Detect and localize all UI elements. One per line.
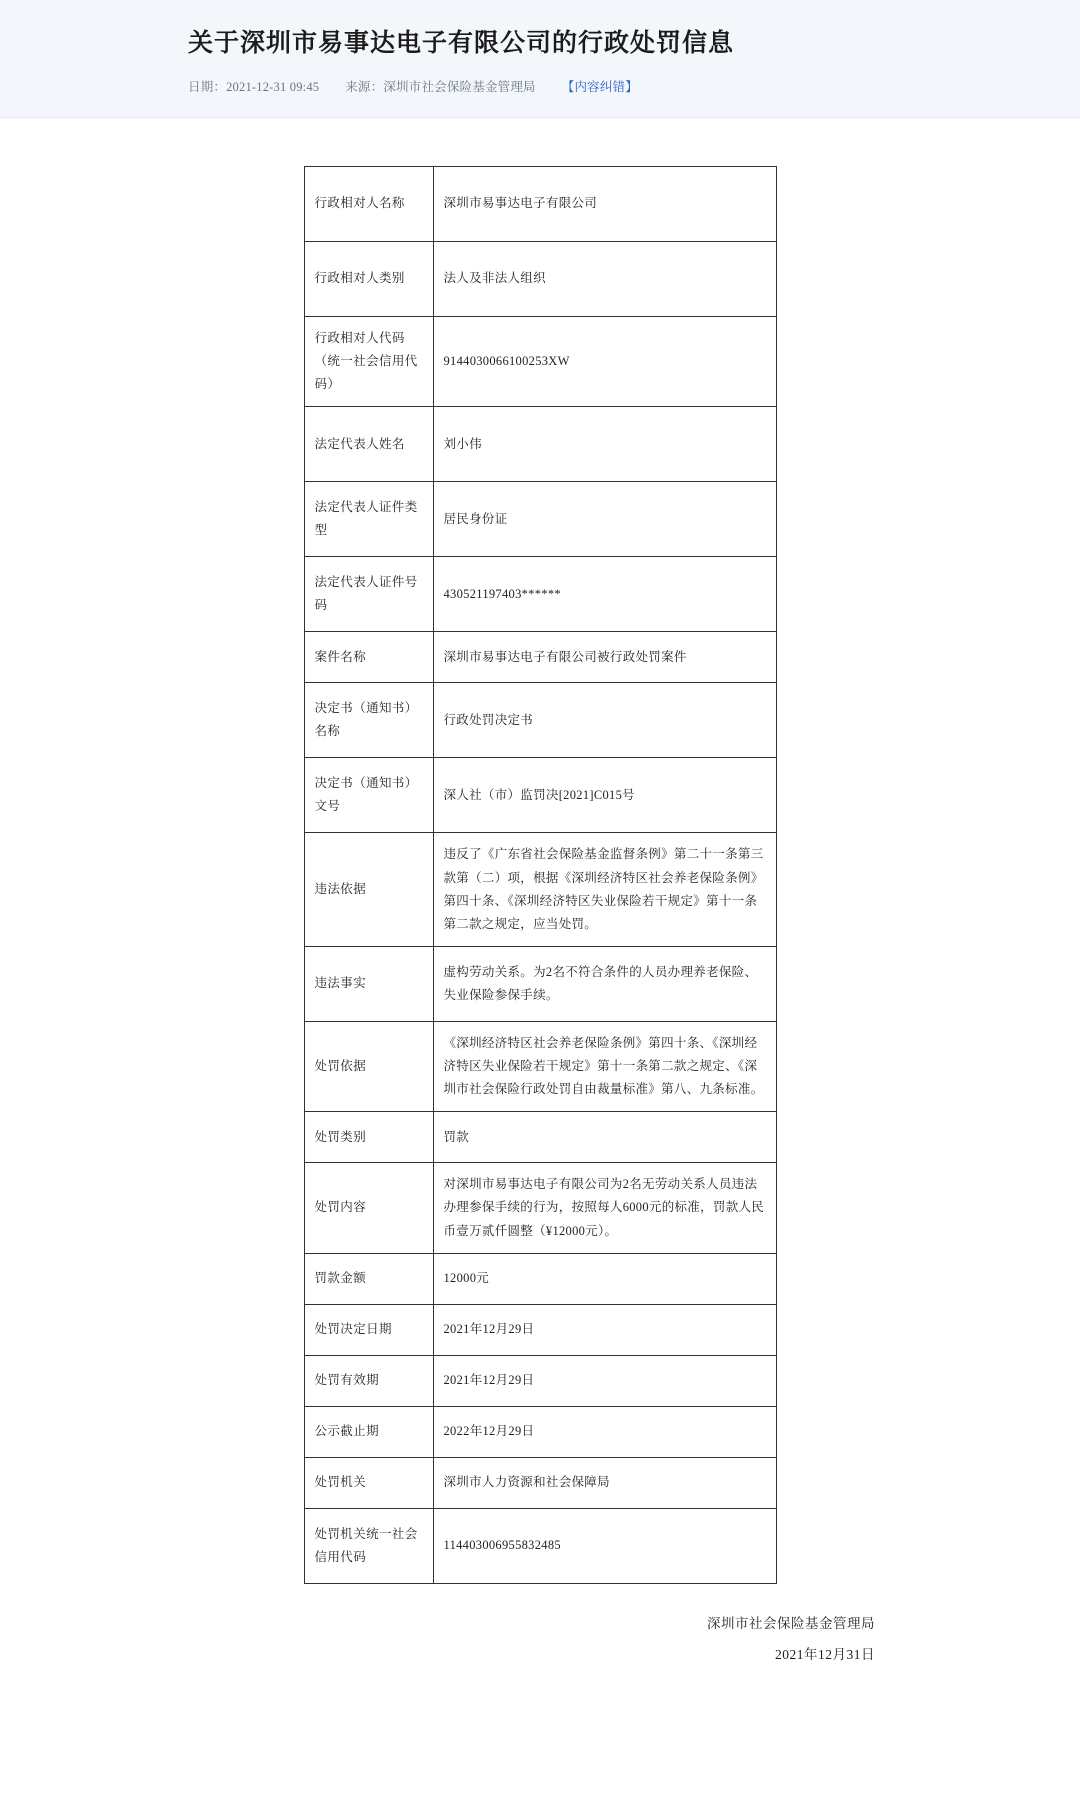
row-value: 深圳市易事达电子有限公司被行政处罚案件	[433, 632, 776, 683]
source	[345, 77, 536, 95]
row-label: 法定代表人姓名	[304, 407, 433, 482]
penalty-info-table	[304, 166, 777, 1584]
row-value: 2021年12月29日	[433, 1304, 776, 1355]
row-label: 罚款金额	[304, 1253, 433, 1304]
row-value: 2021年12月29日	[433, 1355, 776, 1406]
row-value: 虚构劳动关系。为2名不符合条件的人员办理养老保险、失业保险参保手续。	[433, 946, 776, 1021]
table-row	[304, 482, 776, 557]
row-value: 12000元	[433, 1253, 776, 1304]
issue-date: 2021年12月31日	[775, 1646, 875, 1662]
row-value: 罚款	[433, 1112, 776, 1163]
table-row	[304, 242, 776, 317]
source-label: 来源：	[345, 80, 384, 94]
table-row	[304, 833, 776, 947]
document-content	[0, 118, 1080, 1670]
table-row	[304, 1163, 776, 1253]
row-label: 法定代表人证件号码	[304, 557, 433, 632]
table-row	[304, 1021, 776, 1111]
row-label: 决定书（通知书）文号	[304, 758, 433, 833]
row-label: 决定书（通知书）名称	[304, 683, 433, 758]
row-value: 深圳市易事达电子有限公司	[433, 167, 776, 242]
row-label: 处罚依据	[304, 1021, 433, 1111]
table-row	[304, 1355, 776, 1406]
row-value: 刘小伟	[433, 407, 776, 482]
table-row	[304, 1112, 776, 1163]
row-value: 居民身份证	[433, 482, 776, 557]
row-label: 处罚决定日期	[304, 1304, 433, 1355]
page-title: 关于深圳市易事达电子有限公司的行政处罚信息	[188, 30, 735, 57]
row-label: 处罚机关	[304, 1457, 433, 1508]
content-correction-link[interactable]: 【内容纠错】	[561, 80, 638, 94]
table-row	[304, 557, 776, 632]
row-label: 违法依据	[304, 833, 433, 947]
row-label: 法定代表人证件类型	[304, 482, 433, 557]
row-value: 《深圳经济特区社会养老保险条例》第四十条、《深圳经济特区失业保险若干规定》第十一条第二款之规定、《深圳市社会保险行政处罚自由裁量标准》第八、九条标准。	[433, 1021, 776, 1111]
row-value: 430521197403******	[433, 557, 776, 632]
row-label: 处罚有效期	[304, 1355, 433, 1406]
table-row	[304, 632, 776, 683]
row-label: 行政相对人代码（统一社会信用代码）	[304, 317, 433, 407]
row-label: 处罚类别	[304, 1112, 433, 1163]
table-row	[304, 1304, 776, 1355]
row-label: 案件名称	[304, 632, 433, 683]
row-value: 深圳市人力资源和社会保障局	[433, 1457, 776, 1508]
penalty-info-table-body	[304, 167, 776, 1584]
document-header	[0, 0, 1080, 118]
table-row	[304, 683, 776, 758]
row-value: 行政处罚决定书	[433, 683, 776, 758]
issuing-authority: 深圳市社会保险基金管理局	[707, 1615, 875, 1631]
bottom-spacer	[0, 1670, 1080, 1730]
row-value: 114403006955832485	[433, 1508, 776, 1583]
document-footer	[185, 1608, 895, 1670]
source-value: 深圳市社会保险基金管理局	[383, 80, 536, 94]
row-label: 处罚内容	[304, 1163, 433, 1253]
table-row	[304, 1457, 776, 1508]
table-row	[304, 317, 776, 407]
date-label: 日期：	[188, 80, 227, 94]
header-inner	[180, 26, 900, 95]
row-label: 行政相对人类别	[304, 242, 433, 317]
row-label: 公示截止期	[304, 1406, 433, 1457]
date-value: 2021-12-31 09:45	[226, 80, 320, 94]
row-value: 违反了《广东省社会保险基金监督条例》第二十一条第三款第（二）项，根据《深圳经济特区社会养老保险条例》第四十条、《深圳经济特区失业保险若干规定》第十一条第二款之规定，应当处罚。	[433, 833, 776, 947]
table-row	[304, 1406, 776, 1457]
row-value: 2022年12月29日	[433, 1406, 776, 1457]
table-row	[304, 946, 776, 1021]
publish-date	[188, 77, 319, 95]
row-label: 违法事实	[304, 946, 433, 1021]
row-value: 深人社（市）监罚决[2021]C015号	[433, 758, 776, 833]
row-value: 法人及非法人组织	[433, 242, 776, 317]
row-label: 处罚机关统一社会信用代码	[304, 1508, 433, 1583]
table-row	[304, 758, 776, 833]
table-row	[304, 407, 776, 482]
table-row	[304, 1508, 776, 1583]
table-row	[304, 1253, 776, 1304]
row-value: 对深圳市易事达电子有限公司为2名无劳动关系人员违法办理参保手续的行为，按照每人6000元的标准，罚款人民币壹万贰仟圆整（¥12000元）。	[433, 1163, 776, 1253]
table-row	[304, 167, 776, 242]
document-meta	[188, 77, 900, 95]
row-value: 9144030066100253XW	[433, 317, 776, 407]
row-label: 行政相对人名称	[304, 167, 433, 242]
